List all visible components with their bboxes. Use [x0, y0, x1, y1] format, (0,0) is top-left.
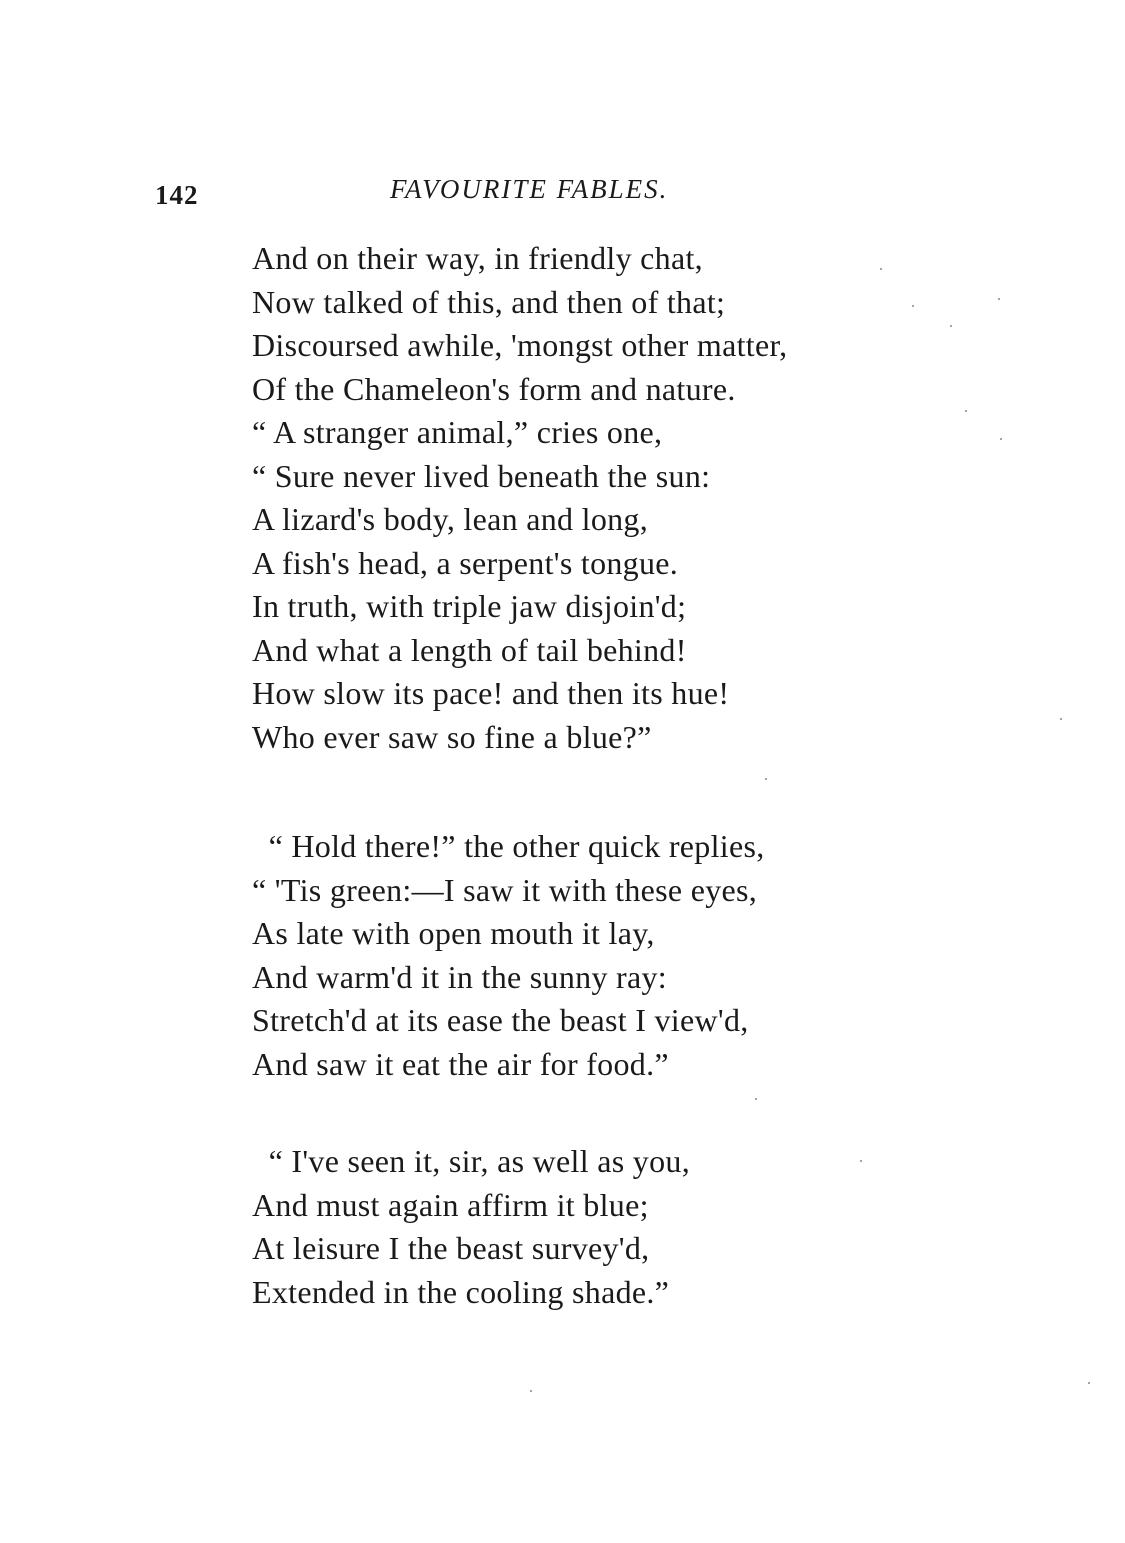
paper-speck — [1088, 1382, 1090, 1384]
verse-line: “ Hold there!” the other quick replies, — [252, 828, 765, 864]
verse-line: And on their way, in friendly chat, — [252, 240, 703, 276]
paper-speck — [1060, 718, 1062, 720]
verse-line: And warm'd it in the sunny ray: — [252, 958, 668, 995]
paper-speck — [860, 1160, 862, 1162]
verse-line: And what a length of tail behind! — [252, 631, 687, 668]
verse-line: “ 'Tis green:—I saw it with these eyes, — [252, 871, 758, 908]
paper-speck — [912, 305, 914, 307]
verse-line: At leisure I the beast survey'd, — [252, 1230, 650, 1266]
verse-line: And must again affirm it blue; — [252, 1186, 649, 1223]
verse-line: In truth, with triple jaw disjoin'd; — [252, 588, 687, 624]
verse-line: “ A stranger animal,” cries one, — [252, 414, 663, 450]
page-number: 142 — [155, 180, 199, 210]
verse-line: “ I've seen it, sir, as well as you, — [252, 1143, 690, 1179]
verse-line: “ Sure never lived beneath the sun: — [252, 457, 711, 494]
verse-line: Discoursed awhile, 'mongst other matter, — [252, 327, 788, 363]
paper-speck — [765, 778, 767, 780]
verse-line: A fish's head, a serpent's tongue. — [252, 544, 679, 581]
verse-line: Of the Chameleon's form and nature. — [252, 370, 736, 407]
paper-speck — [998, 298, 1000, 300]
verse-line: Stretch'd at its ease the beast I view'd, — [252, 1002, 749, 1038]
verse-line: As late with open mouth it lay, — [252, 915, 655, 951]
stanza-1 — [252, 237, 787, 759]
verse-line: And saw it eat the air for food.” — [252, 1045, 669, 1082]
paper-speck — [1000, 438, 1002, 440]
verse-line: Extended in the cooling shade.” — [252, 1273, 670, 1310]
verse-line: Who ever saw so fine a blue?” — [252, 718, 652, 755]
verse-line: How slow its pace! and then its hue! — [252, 675, 730, 711]
paper-speck — [755, 1098, 757, 1100]
paper-speck — [950, 325, 952, 327]
stanza-3 — [252, 1140, 690, 1314]
running-title: FAVOURITE FABLES. — [390, 174, 669, 204]
stanza-2 — [252, 825, 765, 1086]
verse-line: A lizard's body, lean and long, — [252, 501, 649, 537]
verse-line: Now talked of this, and then of that; — [252, 283, 726, 320]
paper-speck — [530, 1390, 532, 1392]
paper-speck — [965, 410, 967, 412]
paper-speck — [880, 268, 882, 270]
